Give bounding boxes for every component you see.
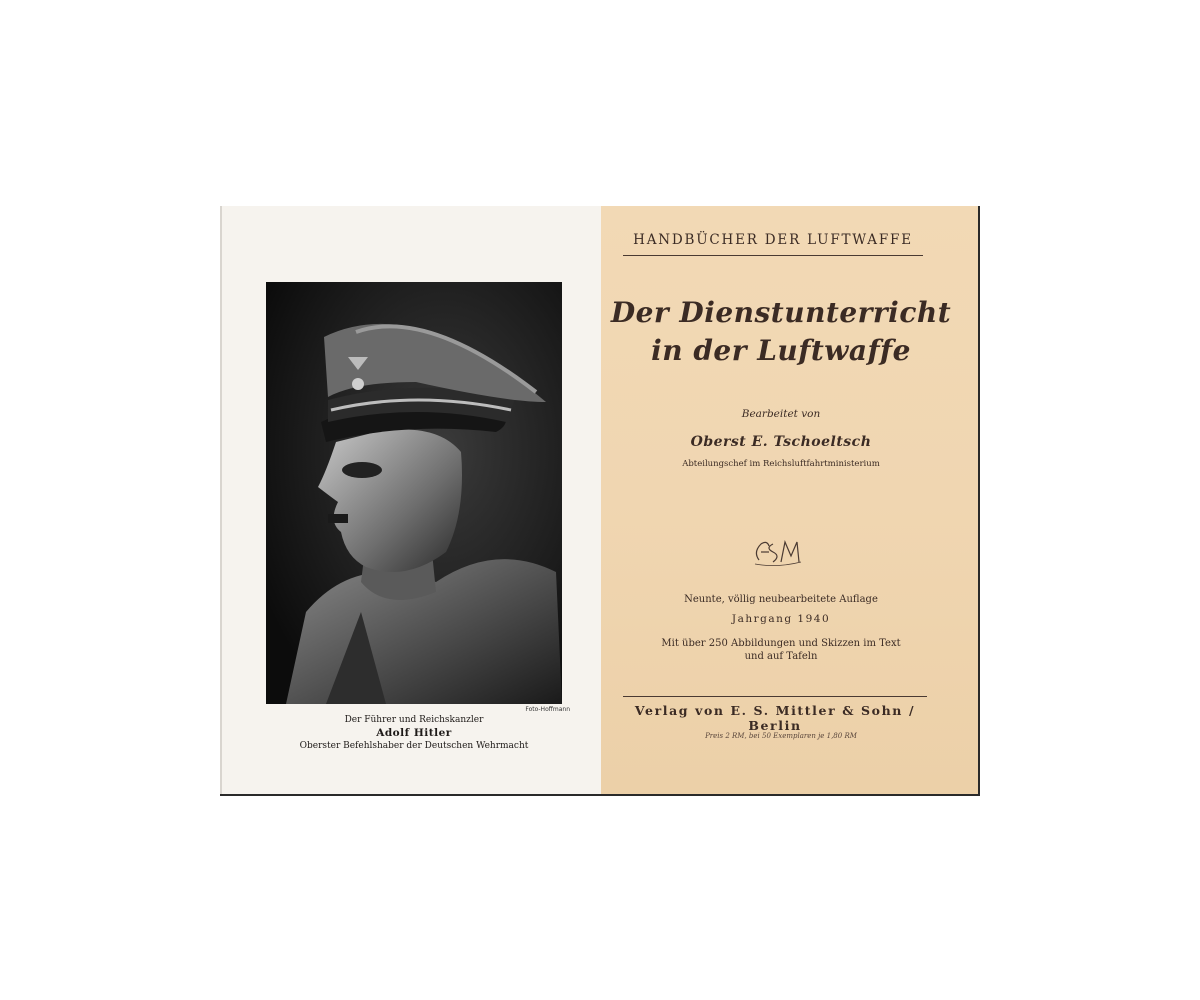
photo-credit: Foto-Hoffmann bbox=[525, 706, 570, 713]
book-spread bbox=[220, 206, 980, 796]
caption-line-1: Der Führer und Reichskanzler bbox=[344, 715, 484, 725]
publisher-line: Verlag von E. S. Mittler & Sohn / Berlin bbox=[634, 703, 916, 733]
illustrations-note bbox=[601, 637, 961, 663]
portrait-photo bbox=[266, 282, 562, 704]
author-role: Abteilungschef im Reichsluftfahrtministerium bbox=[682, 459, 880, 469]
title-page bbox=[601, 206, 978, 794]
series-title: HANDBÜCHER DER LUFTWAFFE bbox=[633, 232, 913, 248]
series-rule bbox=[623, 255, 923, 256]
caption-line-3: Oberster Befehlshaber der Deutschen Wehrmacht bbox=[299, 741, 529, 751]
illustrations-line-1: Mit über 250 Abbildungen und Skizzen im Text bbox=[661, 638, 901, 649]
publisher-monogram-icon bbox=[751, 536, 803, 568]
edited-by-label: Bearbeitet von bbox=[741, 408, 821, 420]
photo-caption bbox=[266, 714, 562, 752]
year-note: Jahrgang 1940 bbox=[731, 613, 831, 625]
illustrations-line-2: und auf Tafeln bbox=[744, 651, 818, 662]
caption-line-2: Adolf Hitler bbox=[376, 727, 452, 739]
price-note: Preis 2 RM, bei 50 Exemplaren je 1,80 RM bbox=[705, 732, 857, 740]
publisher-rule bbox=[623, 696, 927, 697]
title-line-1: Der Dienstunterricht bbox=[610, 296, 952, 329]
book-title bbox=[601, 294, 961, 370]
author-name: Oberst E. Tschoeltsch bbox=[690, 434, 872, 450]
title-line-2: in der Luftwaffe bbox=[651, 334, 911, 367]
edition-note: Neunte, völlig neubearbeitete Auflage bbox=[684, 594, 878, 605]
left-page bbox=[220, 206, 602, 794]
